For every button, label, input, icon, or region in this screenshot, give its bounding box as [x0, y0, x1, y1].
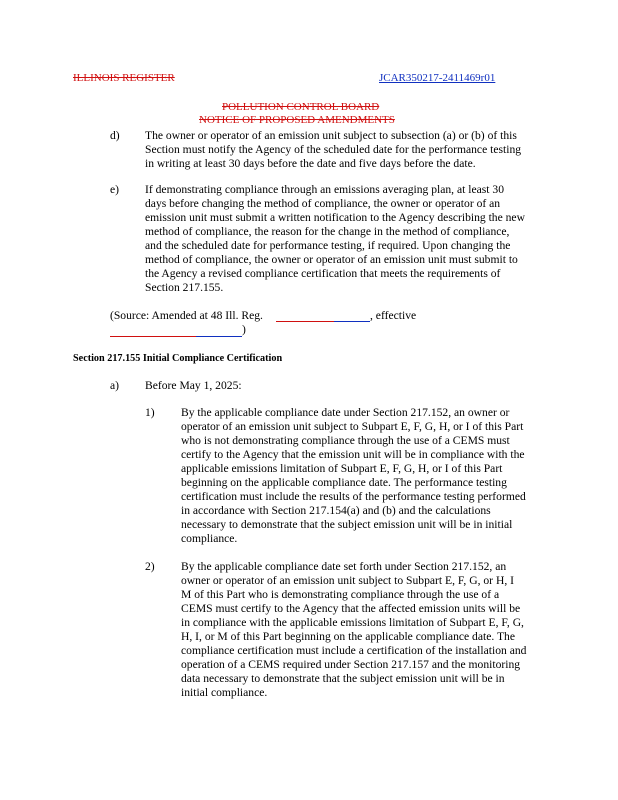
notice-title: NOTICE OF PROPOSED AMENDMENTS — [199, 114, 395, 126]
item-e-text: If demonstrating compliance through an emissions averaging plan, at least 30 days before changing the method of compliance, the owner or operator of an emission unit must submit a written notification to the Agency describing the new method of compliance, the reason for the change in the method of compliance, and the scheduled date for performance testing, if required. Upon changing the method of compliance, the owner or operator of an emission unit must submit to the Agency a revised compliance certification that meets the requirements of Section 217.155. — [145, 183, 525, 294]
item-d-text: The owner or operator of an emission unit subject to subsection (a) or (b) of this Section must notify the Agency of the scheduled date for the performance testing in writing at least 30 days before the date and five days before the date. — [145, 129, 522, 170]
item-1-label: 1) — [145, 406, 155, 419]
item-a-text: Before May 1, 2025: — [145, 379, 242, 392]
source-blank-red — [276, 321, 334, 322]
section-heading: Section 217.155 Initial Compliance Certification — [73, 353, 283, 364]
item-2-label: 2) — [145, 560, 155, 573]
source-effective: , effective — [370, 309, 417, 322]
item-a-label: a) — [110, 379, 120, 392]
register-header: ILLINOIS REGISTER — [73, 72, 175, 84]
effective-blank-blue — [196, 336, 242, 337]
item-e-label: e) — [110, 183, 120, 196]
board-name: POLLUTION CONTROL BOARD — [222, 101, 380, 113]
source-close: ) — [242, 323, 246, 336]
effective-blank-red — [110, 336, 196, 337]
source-blank-blue — [334, 321, 370, 322]
document-id: JCAR350217-2411469r01 — [379, 72, 496, 84]
item-d-label: d) — [110, 129, 120, 142]
item-1-text: By the applicable compliance date under Section 217.152, an owner or operator of an emission unit subject to Subpart E, F, G, H, or I of this Part who is not demonstrating compliance through the use of a CEMS must certify to the Agency that the emission unit will be in compliance with the applicable emissions limitation of Subpart E, F, G, H, or I of this Part beginning on the applicable compliance date. The performance testing certification must include the results of the performance testing performed in accordance with Section 217.154(a) and (b) and the calculations necessary to demonstrate that the subject emission unit will be in initial compliance. — [181, 406, 526, 545]
item-2-text: By the applicable compliance date set forth under Section 217.152, an owner or operator of an emission unit subject to Subpart E, F, G, or H, I M of this Part who is demonstrating compliance through the use of a CEMS must certify to the Agency that the affected emission units will be in compliance with the applicable emissions limitation of Subpart E, F, G, H, I, or M of this Part beginning on the applicable compliance date. The compliance certification must include a certification of the installation and operation of a CEMS required under Section 217.157 and the monitoring data necessary to demonstrate that the subject emission unit will be in initial compliance. — [181, 560, 527, 699]
source-note: (Source: Amended at 48 Ill. Reg. — [110, 309, 263, 322]
